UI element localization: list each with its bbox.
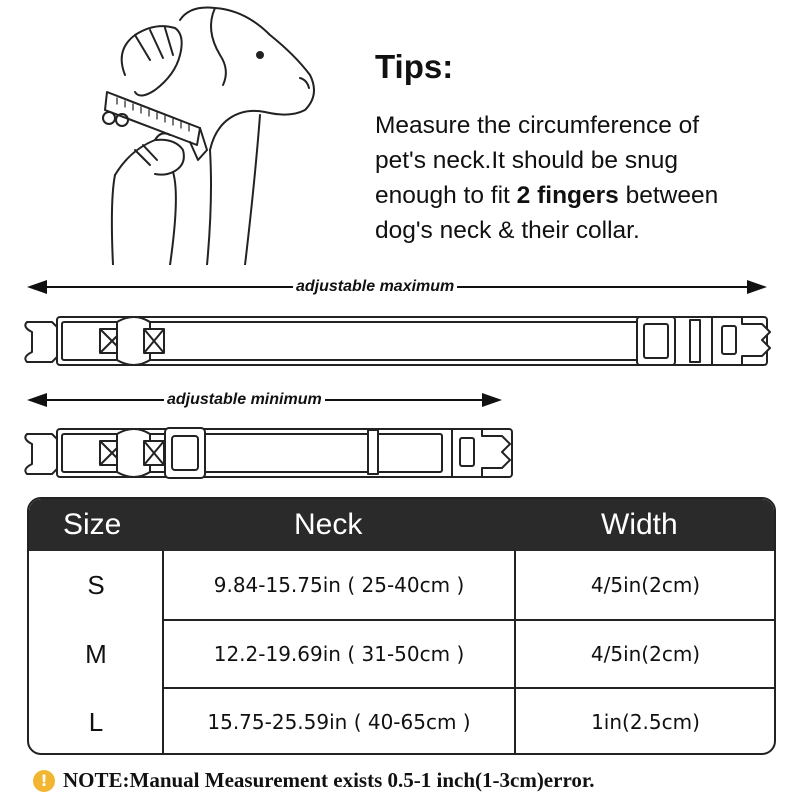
- tips-line-3-post: between: [618, 182, 719, 209]
- table-row: [29, 688, 774, 755]
- adjustable-maximum-label: adjustable maximum: [293, 277, 457, 297]
- adjustable-minimum-arrow: [27, 390, 502, 410]
- size-table: [27, 497, 776, 755]
- header-width: Width: [601, 508, 678, 541]
- size-cell: S: [87, 569, 105, 600]
- size-cell: M: [85, 638, 107, 669]
- tips-line-4: dog's neck & their collar.: [375, 217, 640, 244]
- adjustable-maximum-arrow: [27, 277, 767, 297]
- tips-text: [375, 108, 795, 248]
- note-text: NOTE:Manual Measurement exists 0.5-1 inch(1-3cm)error.: [63, 768, 595, 792]
- tips-title: Tips:: [375, 48, 454, 85]
- tips-line-2: pet's neck.It should be snug: [375, 147, 678, 174]
- header-neck: Neck: [294, 508, 363, 541]
- dog-measuring-illustration: [95, 0, 345, 265]
- collar-maximum-illustration: [22, 312, 777, 372]
- width-cell: 4/5in(2cm): [590, 573, 701, 597]
- neck-cell: 15.75-25.59in ( 40-65cm ): [207, 710, 471, 734]
- table-row: [29, 551, 774, 619]
- neck-cell: 12.2-19.69in ( 31-50cm ): [213, 642, 465, 666]
- tips-section: [375, 48, 795, 248]
- header-size: Size: [63, 508, 122, 541]
- neck-cell: 9.84-15.75in ( 25-40cm ): [213, 573, 465, 597]
- tips-line-3-bold: 2 fingers: [516, 182, 619, 209]
- note: [33, 768, 793, 796]
- exclamation-icon: !: [33, 770, 55, 792]
- size-cell: L: [88, 706, 104, 737]
- width-cell: 4/5in(2cm): [590, 642, 701, 666]
- table-row: [29, 620, 774, 688]
- adjustable-minimum-label: adjustable minimum: [164, 390, 325, 410]
- collar-minimum-illustration: [22, 424, 522, 484]
- tips-line-3-pre: enough to fit: [375, 182, 517, 209]
- tips-line-1: Measure the circumference of: [375, 112, 700, 139]
- size-table-header: [29, 499, 774, 551]
- width-cell: 1in(2.5cm): [591, 710, 700, 734]
